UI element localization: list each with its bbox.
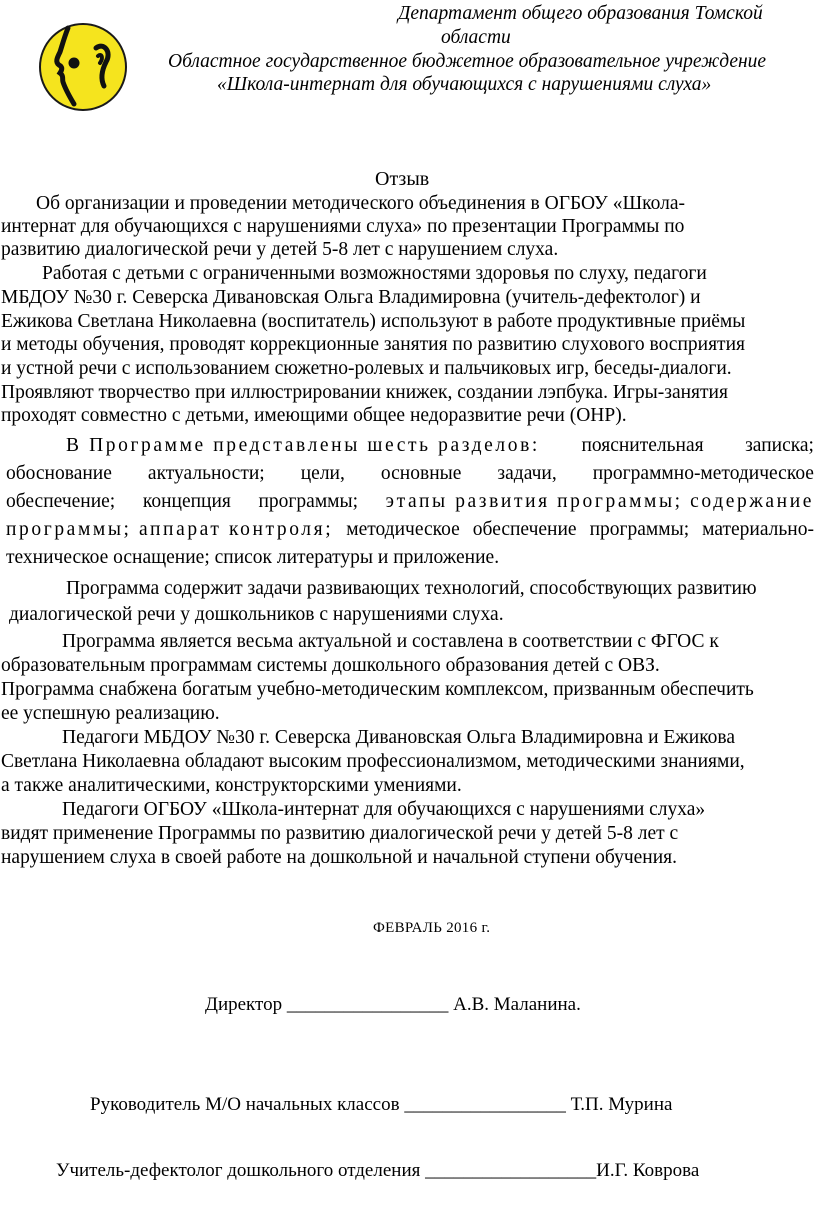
word: материально- [702,519,814,540]
signature-name: Т.П. Мурина [570,1094,673,1115]
paragraph-line: Проявляют творчество при иллюстрировании книжек, создании лэпбука. Игры-занятия [1,382,728,403]
word: основные [380,463,462,484]
word: цели, [300,463,345,484]
header-line-2: области [441,27,511,48]
header-line-1: Департамент общего образования Томской [398,3,763,24]
paragraph-line: Ежикова Светлана Николаевна (воспитатель) используют в работе продуктивные приёмы [1,311,746,332]
paragraph-line: развитию диалогической речи у детей 5-8 лет с нарушением слуха. [1,239,559,260]
word: пояснительная [581,435,704,456]
word: программы; [258,491,359,512]
paragraph-line: а также аналитическими, конструкторскими умениями. [1,775,462,796]
paragraph-line: Светлана Николаевна обладают высоким профессионализмом, методическими знаниями, [1,751,745,772]
sections-intro: В Программе представлены шесть разделов: [66,435,540,456]
page-title: Отзыв [375,168,430,190]
paragraph-line: и методы обучения, проводят коррекционные занятия по развитию слухового восприятия [1,334,745,355]
signature-line: _________________ [286,994,449,1015]
paragraph-line: Педагоги ОГБОУ «Школа-интернат для обучающихся с нарушениями слуха» [62,799,706,820]
word: методическое [346,519,460,540]
word: обеспечение [472,519,577,540]
spaced-words: этапы развития программы; содержание [385,491,814,512]
paragraph-line: образовательным программам системы дошкольного образования детей с ОВЗ. [1,655,660,676]
document-date: ФЕВРАЛЬ 2016 г. [373,920,491,936]
paragraph-line: нарушением слуха в своей работе на дошкольной и начальной ступени обучения. [1,847,678,868]
signature-role: Директор [205,994,283,1015]
paragraph-line: Программа снабжена богатым учебно-методическим комплексом, призванным обеспечить [1,679,754,700]
paragraph-line: Программа является весьма актуальной и составлена в соответствии с ФГОС к [62,631,719,652]
paragraph-line: интернат для обучающихся с нарушениями слуха» по презентации Программы по [1,216,685,237]
word: записка; [745,435,814,456]
signature-director [205,994,581,1016]
paragraph-line: ее успешную реализацию. [1,703,220,724]
word: программно-методическое [592,463,814,484]
word: задачи, [497,463,557,484]
paragraph-line: МБДОУ №30 г. Северска Дивановская Ольга Владимировна (учитель-дефектолог) и [1,287,701,308]
paragraph-line: Работая с детьми с ограниченными возможностями здоровья по слуху, педагоги [42,263,707,284]
signature-line: __________________ [425,1160,597,1181]
signature-name: И.Г. Коврова [596,1160,700,1181]
signature-role: Руководитель М/О начальных классов [90,1094,400,1115]
paragraph-line: Программа содержит задачи развивающих технологий, способствующих развитию [66,578,757,599]
paragraph-line: техническое оснащение; список литературы и приложение. [6,547,500,568]
paragraph-line: и устной речи с использованием сюжетно-ролевых и пальчиковых игр, беседы-диалоги. [1,358,732,379]
word: актуальности; [147,463,265,484]
signature-role: Учитель-дефектолог дошкольного отделения [56,1160,421,1181]
signature-mo-head [90,1094,672,1116]
deaf-school-emblem-icon [38,22,128,112]
header-line-4: «Школа-интернат для обучающихся с нарушениями слуха» [217,74,712,95]
word: программы; [589,519,690,540]
paragraph-line: проходят совместно с детьми, имеющими общее недоразвитие речи (ОНР). [1,405,627,426]
word: обеспечение; [6,491,116,512]
paragraph-line: видят применение Программы по развитию диалогической речи у детей 5-8 лет с [1,823,679,844]
paragraph-line: Педагоги МБДОУ №30 г. Северска Дивановская Ольга Владимировна и Ежикова [62,727,736,748]
paragraph-line: диалогической речи у дошкольников с нарушениями слуха. [9,604,504,625]
signature-name: А.В. Маланина. [453,994,581,1015]
word: концепция [142,491,231,512]
spaced-words: программы; аппарат контроля; [6,519,334,540]
signature-line: _________________ [404,1094,566,1115]
word: обоснование [6,463,112,484]
signature-defectologist [56,1160,699,1182]
header-line-3: Областное государственное бюджетное образовательное учреждение [168,51,767,72]
paragraph-line: Об организации и проведении методического объединения в ОГБОУ «Школа- [36,193,685,214]
sections-paragraph [6,432,814,572]
